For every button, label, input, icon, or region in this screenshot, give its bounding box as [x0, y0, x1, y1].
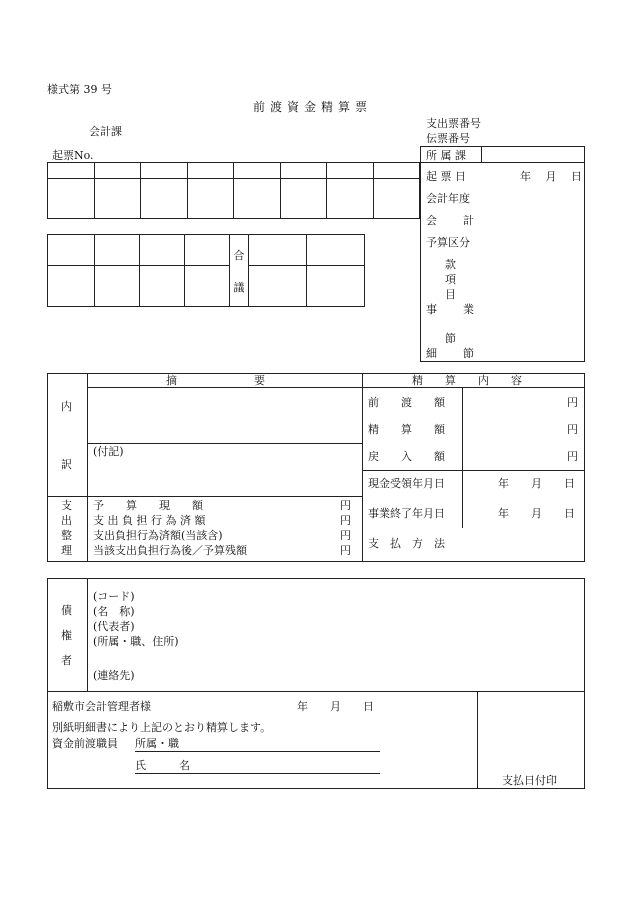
department-label: 会計課: [89, 125, 122, 138]
kihyo-date: 年 月 日: [520, 170, 582, 183]
footer-staff-label: 資金前渡職員: [52, 737, 118, 750]
shishutsu-row-1: 予 算 現 額: [93, 499, 203, 512]
gougi-char-2: 議: [233, 281, 245, 294]
voucher-no-grid: [47, 162, 420, 219]
footer-affil-label: 所属・職: [135, 737, 179, 750]
kihyo-bi-label: 起 票 日: [426, 170, 466, 183]
creditor-side-2: 権: [61, 629, 72, 642]
footer-stamp-label: 支払日付印: [502, 774, 557, 787]
form-title: 前渡資金精算票: [253, 100, 373, 114]
creditor-name: (名 称): [93, 605, 135, 618]
footer-name-label: 氏 名: [135, 759, 190, 772]
genkin-date-value: 年 月 日: [498, 477, 575, 490]
creditor-contact: (連絡先): [93, 669, 135, 682]
payment-slip-no-label: 支出票番号: [426, 117, 481, 130]
maewatashi-yen: 円: [567, 396, 578, 409]
shishutsu-yen-4: 円: [340, 544, 351, 557]
shishutsu-row-3: 支出負担行為済額(当該含): [93, 529, 223, 542]
footer-to: 稲敷市会計管理者様: [52, 700, 151, 713]
tekiyo-header: 摘 要: [166, 374, 265, 387]
moku-label: 目: [445, 288, 456, 301]
footer-date: 年 月 日: [297, 700, 374, 713]
saisetsu-label-b: 節: [463, 347, 474, 360]
voucher-no-label: 起票No.: [52, 149, 94, 162]
shozoku-label: 所 属 課: [426, 149, 466, 162]
fuki-label: (付記): [93, 445, 124, 458]
shishutsu-side-2: 出: [61, 514, 72, 527]
jigyo-label-b: 業: [463, 303, 474, 316]
shishutsu-side-3: 整: [61, 529, 72, 542]
shishutsu-row-2: 支 出 負 担 行 為 済 額: [93, 514, 206, 527]
maewatashi-label: 前 渡 額: [368, 396, 445, 409]
seisan-yen: 円: [567, 423, 578, 436]
creditor-addr: (所属・職、住所): [93, 635, 179, 648]
creditor-side-3: 者: [61, 654, 72, 667]
shishutsu-yen-1: 円: [340, 499, 351, 512]
footer-statement: 別紙明細書により上記のとおり精算します。: [52, 721, 272, 734]
creditor-code: (コード): [93, 590, 135, 603]
shishutsu-side-1: 支: [61, 499, 72, 512]
shishutsu-side-4: 理: [61, 544, 72, 557]
gougi-char-1: 合: [233, 249, 245, 262]
seisan-label: 精 算 額: [368, 423, 445, 436]
shishutsu-row-4: 当該支出負担行為後／予算残額: [93, 544, 247, 557]
kou-label: 項: [445, 273, 456, 286]
shiharai-label: 支 払 方 法: [368, 537, 445, 550]
form-number: 様式第 39 号: [47, 83, 112, 96]
jigyo-label-a: 事: [426, 303, 437, 316]
creditor-side-1: 債: [61, 604, 72, 617]
modoshi-yen: 円: [567, 450, 578, 463]
uchiwake-side-a: 内: [61, 400, 72, 413]
genkin-date-label: 現金受領年月日: [368, 477, 445, 490]
kaikei-label-b: 計: [463, 214, 474, 227]
approval-grid: [47, 234, 365, 307]
saisetsu-label-a: 細: [426, 347, 437, 360]
shishutsu-yen-2: 円: [340, 514, 351, 527]
shishutsu-yen-3: 円: [340, 529, 351, 542]
yosan-kubun-label: 予算区分: [426, 236, 470, 249]
seisan-naiyo-header: 精 算 内 容: [412, 374, 522, 387]
jigyo-end-value: 年 月 日: [498, 507, 575, 520]
uchiwake-side-b: 訳: [61, 458, 72, 471]
jigyo-end-label: 事業終了年月日: [368, 507, 445, 520]
setsu-label: 節: [445, 332, 456, 345]
kaikei-nendo-label: 会計年度: [426, 192, 470, 205]
denpyo-no-label: 伝票番号: [426, 132, 470, 145]
kaikei-label-a: 会: [426, 214, 437, 227]
creditor-rep: (代表者): [93, 620, 135, 633]
kan-label: 款: [445, 258, 456, 271]
modoshi-label: 戻 入 額: [368, 450, 445, 463]
